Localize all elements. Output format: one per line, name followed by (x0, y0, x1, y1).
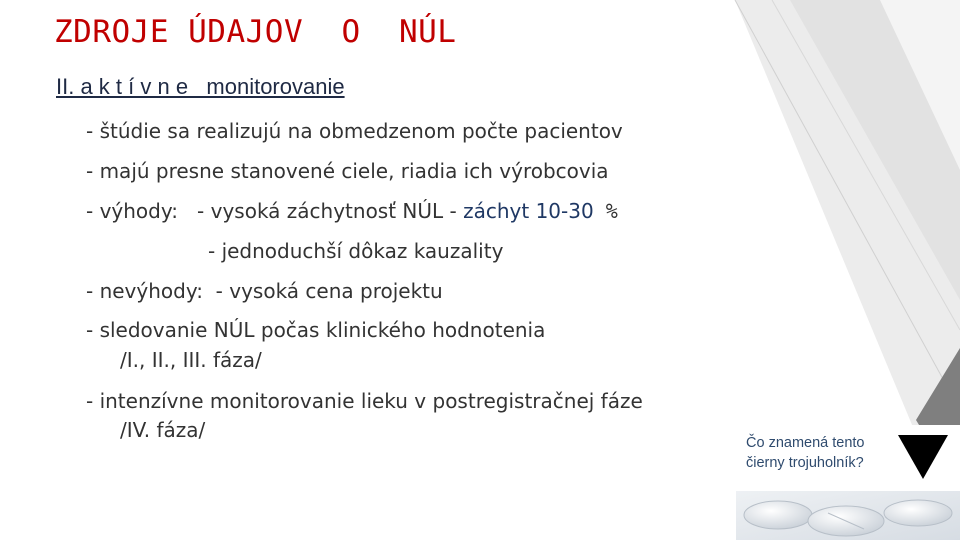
bullet-causality: - jednoduchší dôkaz kauzality (208, 239, 504, 263)
card-line-1: Čo znamená tento (746, 435, 865, 451)
bullet-advantages (86, 199, 618, 223)
black-triangle-icon (898, 435, 948, 481)
bullet-clinical: - sledovanie NÚL počas klinického hodnotenia (86, 318, 546, 342)
postregistration-phase: /IV. fáza/ (120, 418, 206, 442)
percent-sign: % (593, 199, 618, 223)
bullet-goals: - majú presne stanovené ciele, riadia ich výrobcovia (86, 159, 609, 183)
capture-rate: záchyt 10-30 (463, 199, 594, 223)
advantages-text: - výhody: - vysoká záchytnosť NÚL - (86, 199, 464, 223)
card-question (746, 433, 865, 473)
clinical-phases: /I., II., III. fáza/ (120, 348, 262, 372)
slide-title: ZDROJE ÚDAJOV O NÚL (54, 14, 457, 50)
slide-subtitle: II. a k t í v n e monitorovanie (56, 74, 345, 99)
pills-image (736, 491, 960, 540)
bullet-studies: - štúdie sa realizujú na obmedzenom počte pacientov (86, 119, 623, 143)
black-triangle-card[interactable] (736, 425, 960, 540)
bullet-postregistration: - intenzívne monitorovanie lieku v postregistračnej fáze (86, 389, 643, 413)
card-line-2: čierny trojuholník? (746, 455, 864, 471)
bullet-disadvantages: - nevýhody: - vysoká cena projektu (86, 279, 443, 303)
